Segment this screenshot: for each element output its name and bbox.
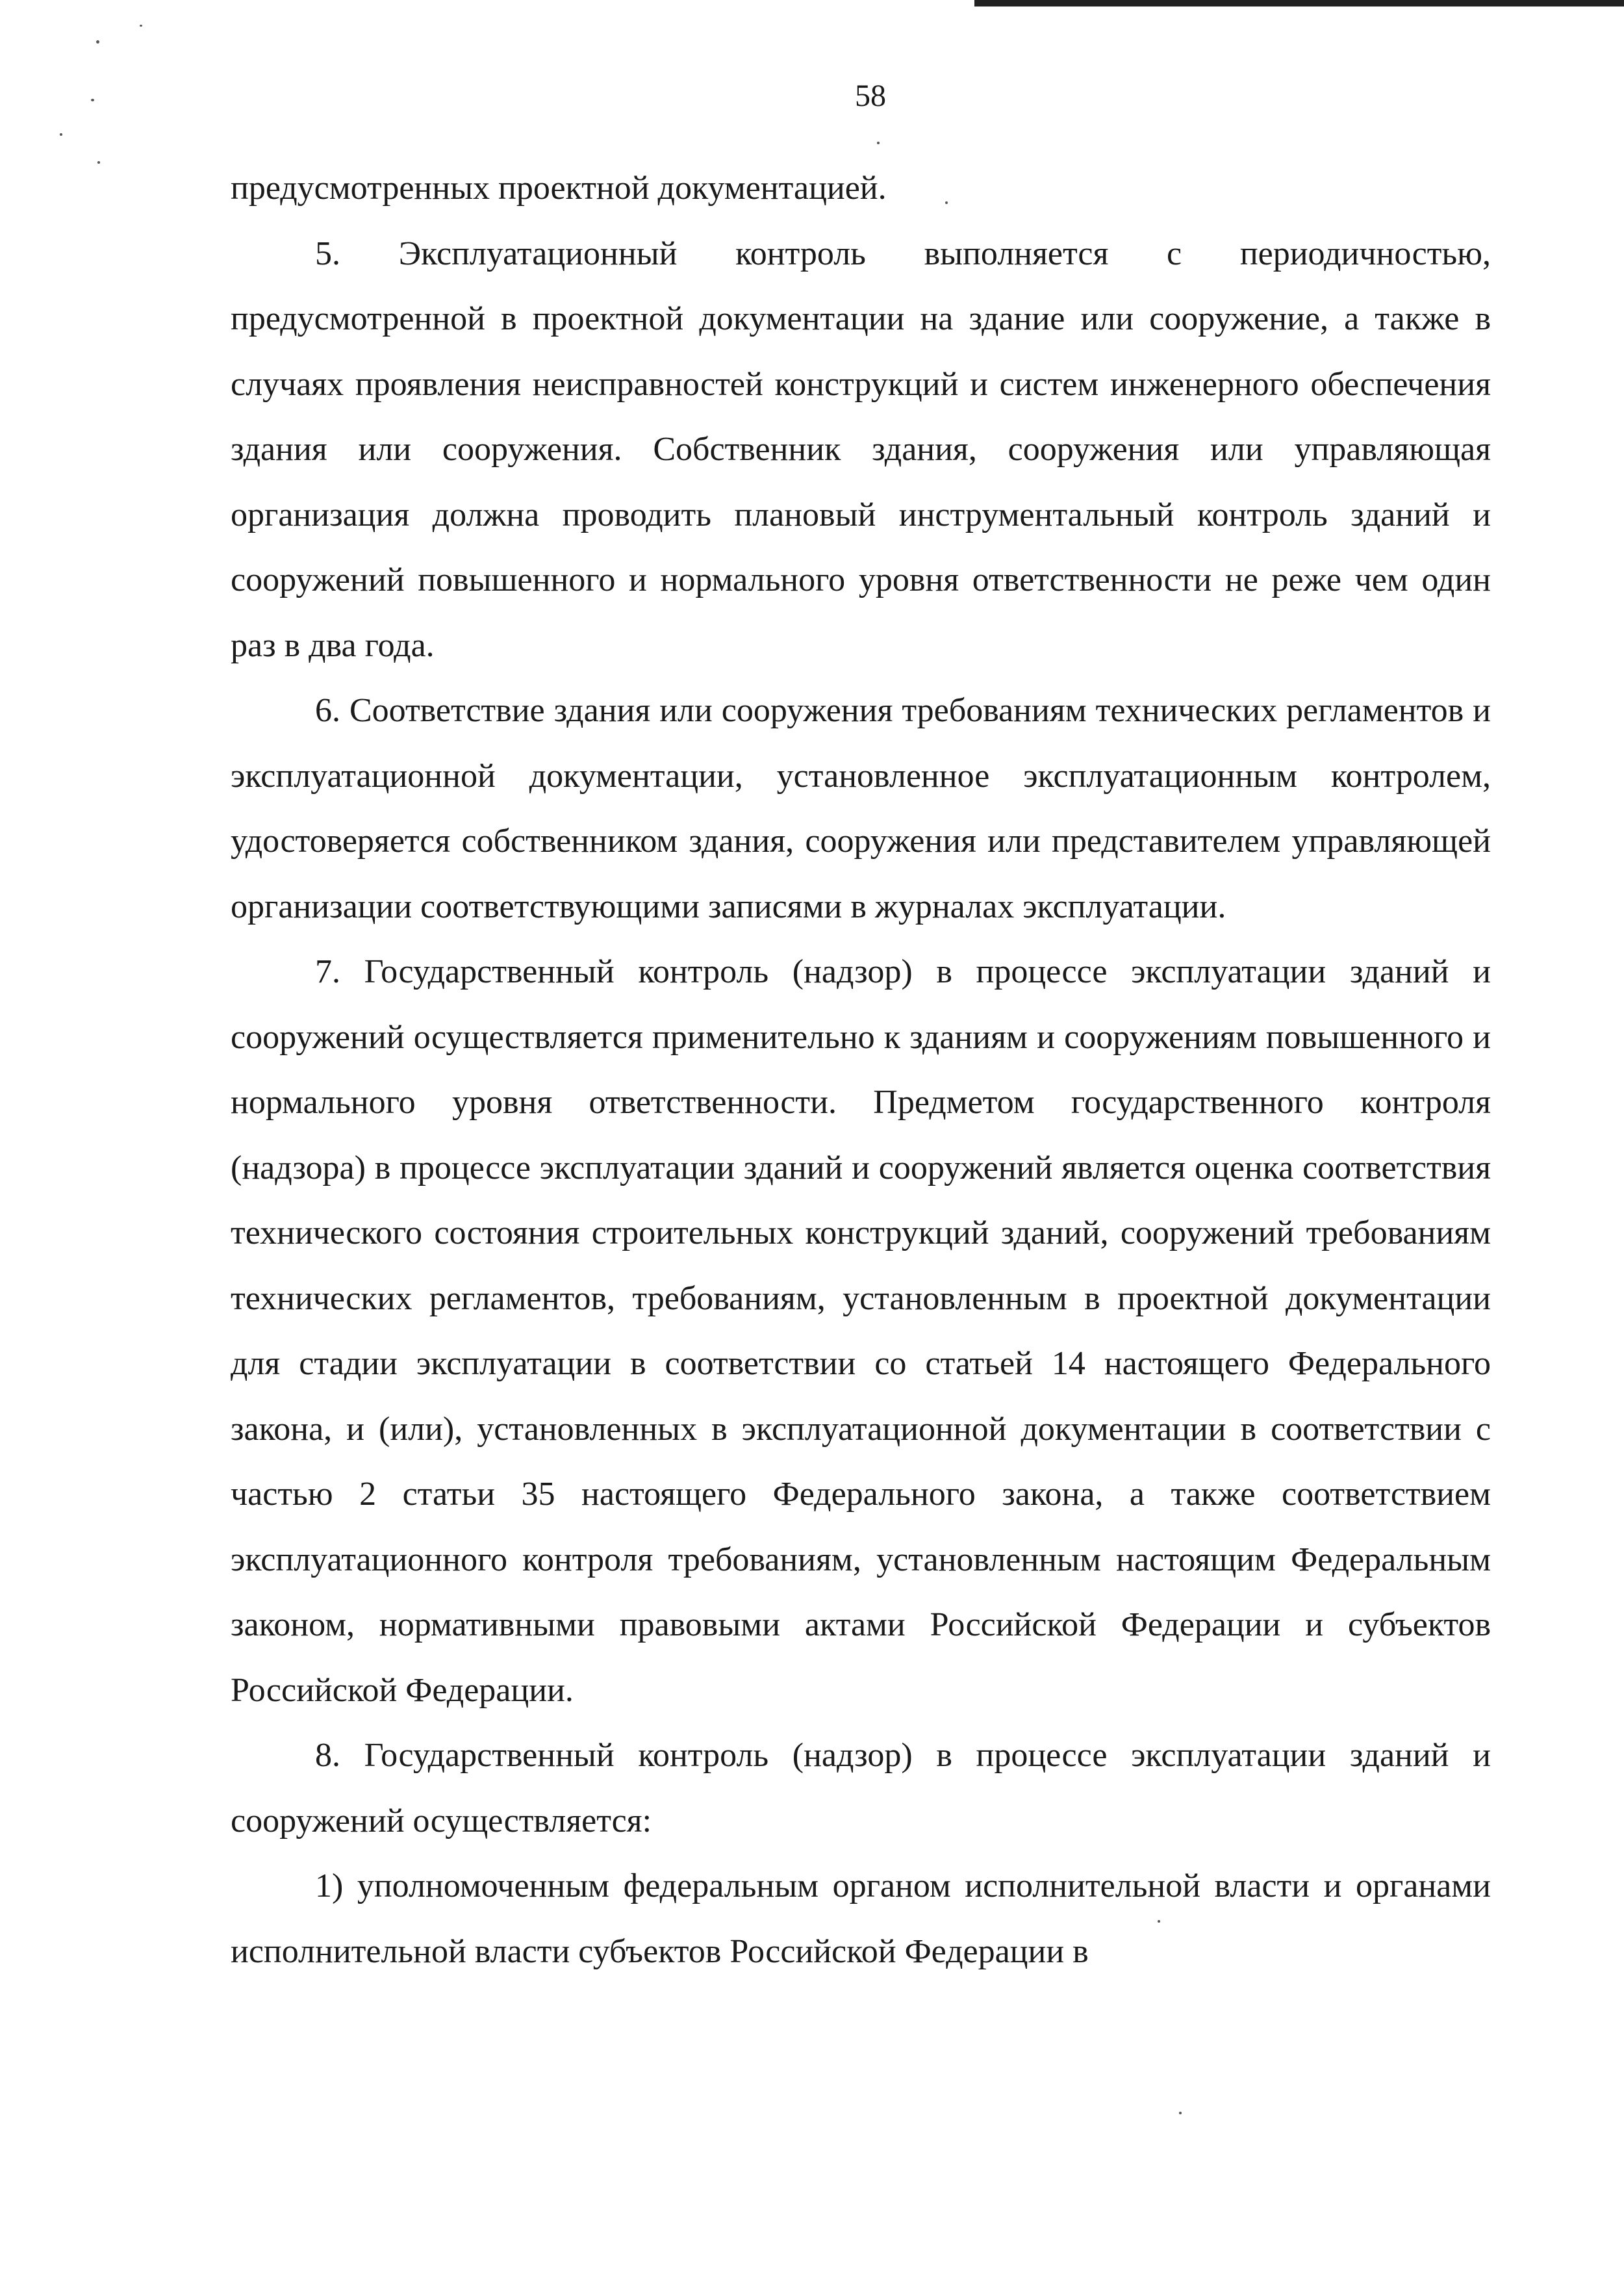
document-body: [231, 156, 1491, 1984]
scan-speck: [60, 133, 62, 136]
paragraph-item-8: 8. Государственный контроль (надзор) в процессе эксплуатации зданий и сооружений осуществляется:: [231, 1737, 1491, 1839]
paragraph-continuation: предусмотренных проектной документацией.: [231, 170, 887, 207]
page-number: 58: [855, 79, 886, 113]
scan-speck: [140, 25, 142, 27]
paragraph-item-6: 6. Соответствие здания или сооружения требованиям технических регламентов и эксплуатационной документации, установленное эксплуатационным контролем, удостоверяется собственником здания, сооружения или представителем управляющей организации соответствующими записями в журналах эксплуатации.: [231, 692, 1491, 925]
scan-speck: [1179, 2112, 1182, 2114]
scan-speck: [97, 161, 100, 164]
paragraph-item-5: 5. Эксплуатационный контроль выполняется с периодичностью, предусмотренной в проектной документации на здание или сооружение, а также в случаях проявления неисправностей конструкций и систем инженерного обеспечения здания или сооружения. Собственник здания, сооружения или управляющая организация должна проводить плановый инструментальный контроль зданий и сооружений повышенного и нормального уровня ответственности не реже чем один раз в два года.: [231, 235, 1491, 664]
paragraph-item-7: 7. Государственный контроль (надзор) в процессе эксплуатации зданий и сооружений осуществляется применительно к зданиям и сооружениям повышенного и нормального уровня ответственности. Предметом государственного контроля (надзора) в процессе эксплуатации зданий и сооружений является оценка соответствия технического состояния строительных конструкций зданий, сооружений требованиям технических регламентов, требованиям, установленным в проектной документации для стадии эксплуатации в соответствии со статьей 14 настоящего Федерального закона, и (или), установленных в эксплуатационной документации в соответствии с частью 2 статьи 35 настоящего Федерального закона, а также соответствием эксплуатационного контроля требованиям, установленным настоящим Федеральным законом, нормативными правовыми актами Российской Федерации и субъектов Российской Федерации.: [231, 953, 1491, 1709]
paragraph-subitem-1: 1) уполномоченным федеральным органом исполнительной власти и органами исполнительной власти субъектов Российской Федерации в: [231, 1867, 1491, 1970]
scan-speck: [877, 142, 880, 144]
scan-edge-line: [974, 0, 1624, 6]
scan-speck: [96, 40, 99, 44]
